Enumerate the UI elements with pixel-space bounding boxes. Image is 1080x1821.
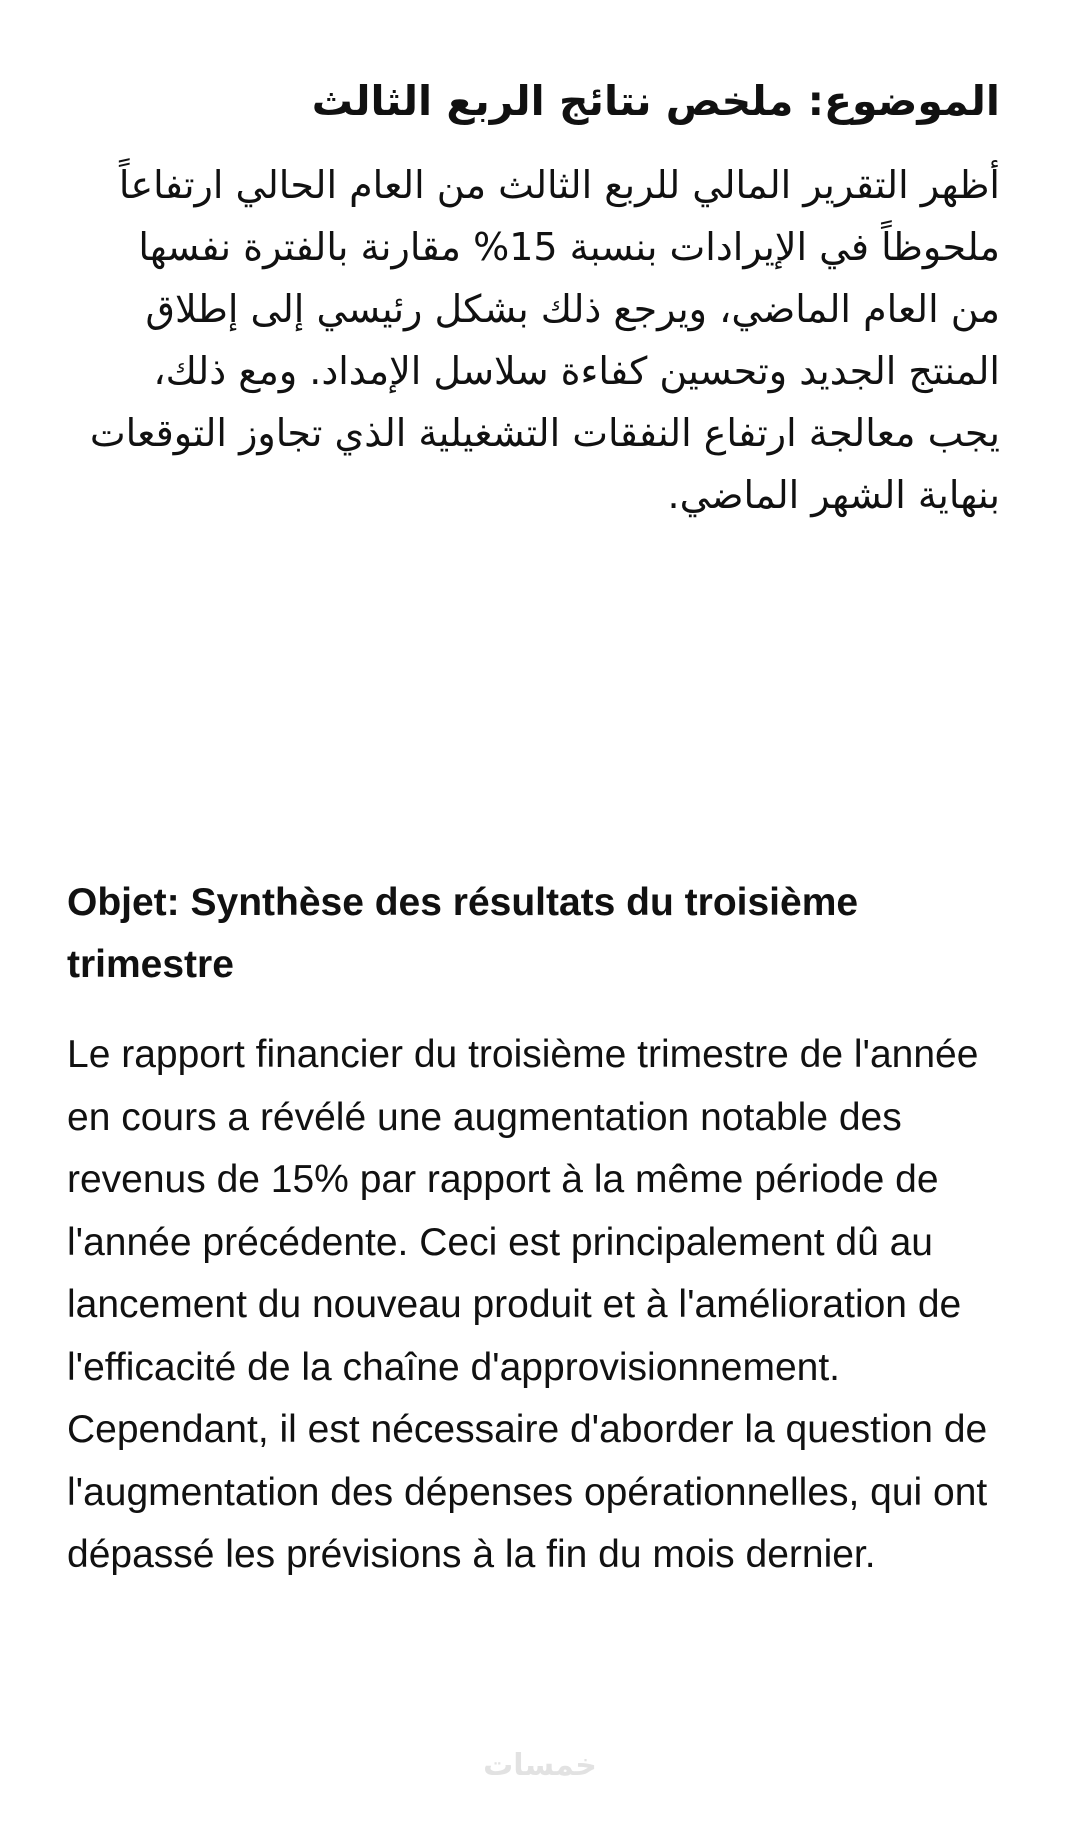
arabic-subject-title: الموضوع: ملخص نتائج الربع الثالث — [311, 77, 1000, 125]
arabic-section — [80, 60, 1000, 526]
french-section — [67, 872, 1013, 1587]
arabic-body-paragraph: أظهر التقرير المالي للربع الثالث من العام الحالي ارتفاعاً ملحوظاً في الإيرادات بنسبة 15% مقارنة بالفترة نفسها من العام الماضي، ويرجع ذلك بشكل رئيسي إلى إطلاق المنتج الجديد وتحسين كفاءة سلاسل الإمداد. ومع ذلك، يجب معالجة ارتفاع النفقات التشغيلية الذي تجاوز التوقعات بنهاية الشهر الماضي. — [89, 163, 1000, 517]
watermark-logo: خمسات — [483, 1748, 597, 1783]
french-subject-title: Objet: Synthèse des résultats du troisième trimestre — [67, 881, 859, 986]
french-body-paragraph: Le rapport financier du troisième trimestre de l'année en cours a révélé une augmentation notable des revenus de 15% par rapport à la même période de l'année précédente. Ceci est principalement dû au lancement du nouveau produit et à l'amélioration de l'efficacité de la chaîne d'approvisionnement. Cependant, il est nécessaire d'aborder la question de l'augmentation des dépenses opérationnelles, qui ont dépassé les prévisions à la fin du mois dernier. — [67, 1033, 988, 1576]
